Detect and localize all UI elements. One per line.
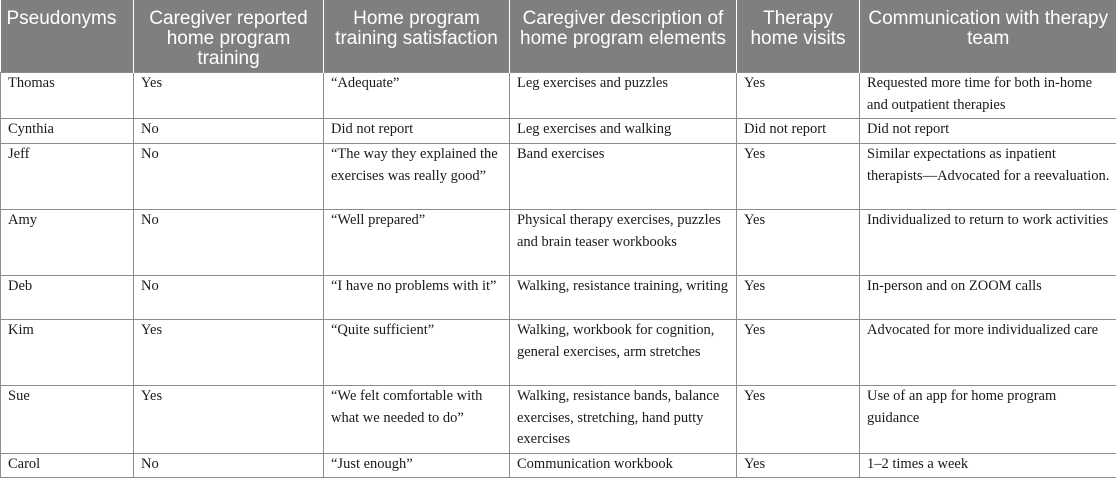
cell-pseudonym: Deb (1, 276, 134, 320)
header-training-satisfaction: Home program training satisfaction (324, 0, 510, 73)
cell-communication: In-person and on ZOOM calls (860, 276, 1116, 320)
cell-home-visits: Yes (737, 144, 860, 210)
cell-pseudonym: Sue (1, 386, 134, 454)
cell-home-visits: Yes (737, 73, 860, 119)
cell-communication: Requested more time for both in-home and outpatient therapies (860, 73, 1116, 119)
cell-home-visits: Yes (737, 276, 860, 320)
cell-training: No (134, 276, 324, 320)
cell-training: No (134, 144, 324, 210)
cell-pseudonym: Carol (1, 453, 134, 478)
cell-communication: 1–2 times a week (860, 453, 1116, 478)
table-row (1, 210, 1116, 276)
cell-home-visits: Yes (737, 386, 860, 454)
cell-pseudonym: Thomas (1, 73, 134, 119)
table-row (1, 144, 1116, 210)
cell-training: No (134, 119, 324, 144)
cell-satisfaction: “Adequate” (324, 73, 510, 119)
cell-elements: Physical therapy exercises, puzzles and brain teaser workbooks (510, 210, 737, 276)
cell-satisfaction: “We felt comfortable with what we needed to do” (324, 386, 510, 454)
cell-communication: Use of an app for home program guidance (860, 386, 1116, 454)
cell-satisfaction: Did not report (324, 119, 510, 144)
cell-training: No (134, 210, 324, 276)
cell-elements: Leg exercises and puzzles (510, 73, 737, 119)
cell-training: Yes (134, 73, 324, 119)
cell-satisfaction: “Well prepared” (324, 210, 510, 276)
cell-training: No (134, 453, 324, 478)
cell-home-visits: Yes (737, 320, 860, 386)
cell-elements: Communication workbook (510, 453, 737, 478)
cell-communication: Individualized to return to work activities (860, 210, 1116, 276)
cell-pseudonym: Cynthia (1, 119, 134, 144)
cell-pseudonym: Kim (1, 320, 134, 386)
table-row (1, 320, 1116, 386)
header-program-elements: Caregiver description of home program elements (510, 0, 737, 73)
cell-pseudonym: Amy (1, 210, 134, 276)
cell-elements: Leg exercises and walking (510, 119, 737, 144)
cell-training: Yes (134, 320, 324, 386)
table-row (1, 73, 1116, 119)
cell-pseudonym: Jeff (1, 144, 134, 210)
cell-home-visits: Did not report (737, 119, 860, 144)
cell-elements: Band exercises (510, 144, 737, 210)
cell-elements: Walking, resistance bands, balance exercises, stretching, hand putty exercises (510, 386, 737, 454)
header-communication: Communication with therapy team (860, 0, 1116, 73)
cell-communication: Did not report (860, 119, 1116, 144)
cell-satisfaction: “The way they explained the exercises was really good” (324, 144, 510, 210)
cell-elements: Walking, resistance training, writing (510, 276, 737, 320)
cell-satisfaction: “Just enough” (324, 453, 510, 478)
table-row (1, 276, 1116, 320)
header-pseudonyms: Pseudonyms (1, 0, 134, 73)
cell-home-visits: Yes (737, 453, 860, 478)
header-row (1, 0, 1116, 73)
table-row (1, 386, 1116, 454)
cell-communication: Advocated for more individualized care (860, 320, 1116, 386)
cell-satisfaction: “Quite sufficient” (324, 320, 510, 386)
cell-elements: Walking, workbook for cognition, general exercises, arm stretches (510, 320, 737, 386)
header-home-visits: Therapy home visits (737, 0, 860, 73)
cell-satisfaction: “I have no problems with it” (324, 276, 510, 320)
table-row (1, 119, 1116, 144)
cell-communication: Similar expectations as inpatient therapists—Advocated for a reevaluation. (860, 144, 1116, 210)
cell-home-visits: Yes (737, 210, 860, 276)
table-row (1, 453, 1116, 478)
header-caregiver-training: Caregiver reported home program training (134, 0, 324, 73)
cell-training: Yes (134, 386, 324, 454)
